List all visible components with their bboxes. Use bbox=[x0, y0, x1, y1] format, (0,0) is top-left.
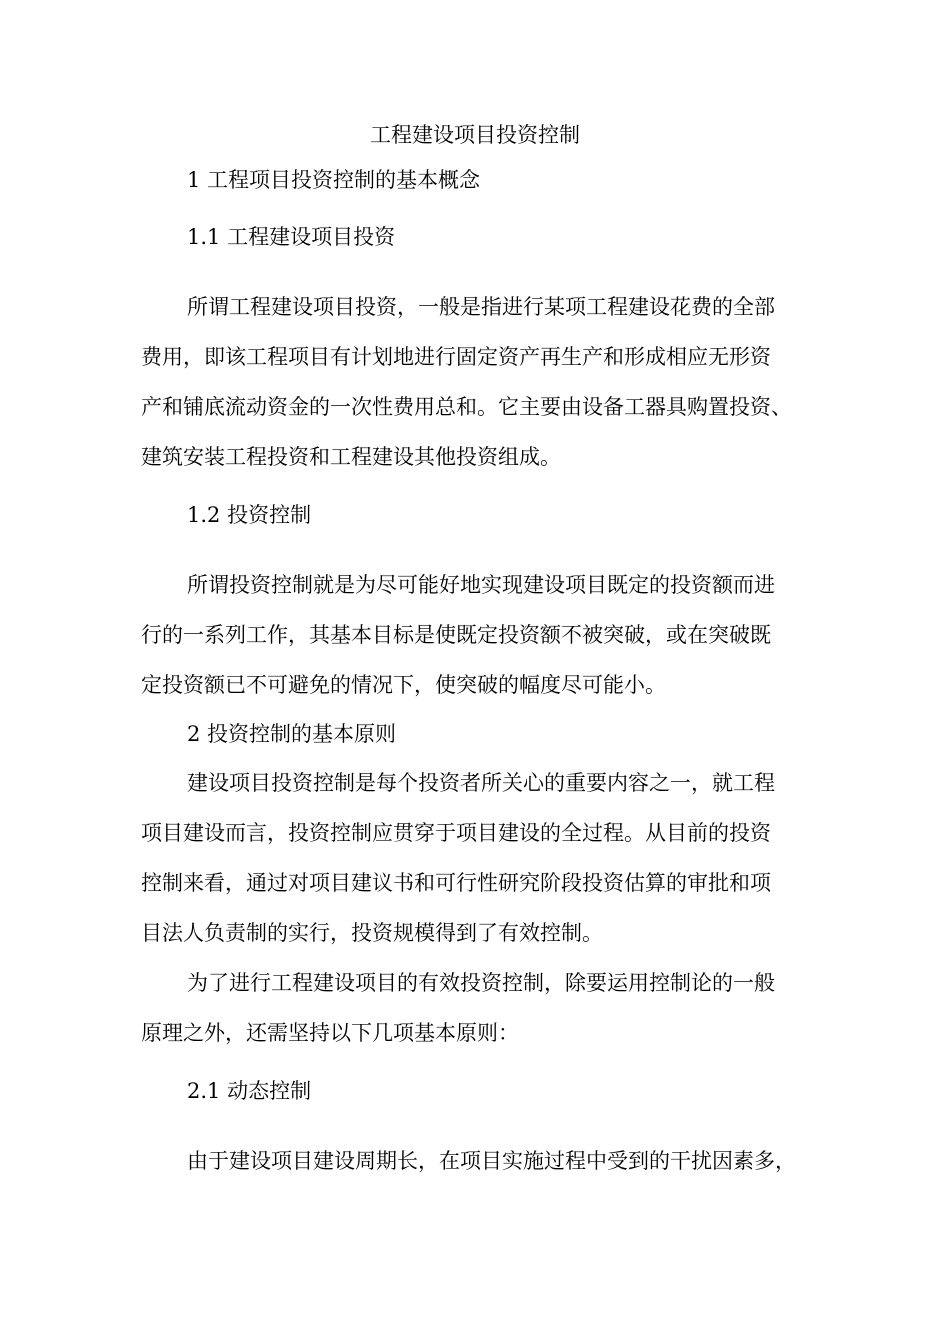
paragraph-2-line-3: 定投资额已不可避免的情况下，使突破的幅度尽可能小。 bbox=[141, 673, 666, 697]
paragraph-3-line-2: 项目建设而言，投资控制应贯穿于项目建设的全过程。从目前的投资 bbox=[141, 821, 771, 845]
paragraph-4-line-2: 原理之外，还需坚持以下几项基本原则： bbox=[141, 1021, 519, 1045]
section-heading-2: 2 投资控制的基本原则 bbox=[187, 722, 397, 746]
paragraph-2-line-1: 所谓投资控制就是为尽可能好地实现建设项目既定的投资额而进 bbox=[187, 573, 775, 597]
document-title: 工程建设项目投资控制 bbox=[370, 123, 580, 147]
paragraph-3-line-4: 目法人负责制的实行，投资规模得到了有效控制。 bbox=[141, 921, 603, 945]
section-heading-1-1: 1.1 工程建设项目投资 bbox=[187, 225, 396, 249]
section-heading-1-2: 1.2 投资控制 bbox=[187, 503, 312, 527]
paragraph-2-line-2: 行的一系列工作，其基本目标是使既定投资额不被突破，或在突破既 bbox=[141, 623, 771, 647]
section-heading-2-1: 2.1 动态控制 bbox=[187, 1079, 312, 1103]
paragraph-1-line-1: 所谓工程建设项目投资，一般是指进行某项工程建设花费的全部 bbox=[187, 295, 775, 319]
paragraph-1-line-3: 产和铺底流动资金的一次性费用总和。它主要由设备工器具购置投资、 bbox=[141, 395, 792, 419]
paragraph-5-line-1: 由于建设项目建设周期长，在项目实施过程中受到的干扰因素多， bbox=[187, 1149, 796, 1173]
section-heading-1: 1 工程项目投资控制的基本概念 bbox=[187, 168, 481, 192]
paragraph-4-line-1: 为了进行工程建设项目的有效投资控制，除要运用控制论的一般 bbox=[187, 971, 775, 995]
paragraph-1-line-4: 建筑安装工程投资和工程建设其他投资组成。 bbox=[141, 445, 561, 469]
paragraph-1-line-2: 费用，即该工程项目有计划地进行固定资产再生产和形成相应无形资 bbox=[141, 345, 771, 369]
paragraph-3-line-1: 建设项目投资控制是每个投资者所关心的重要内容之一，就工程 bbox=[187, 771, 775, 795]
paragraph-3-line-3: 控制来看，通过对项目建议书和可行性研究阶段投资估算的审批和项 bbox=[141, 871, 771, 895]
